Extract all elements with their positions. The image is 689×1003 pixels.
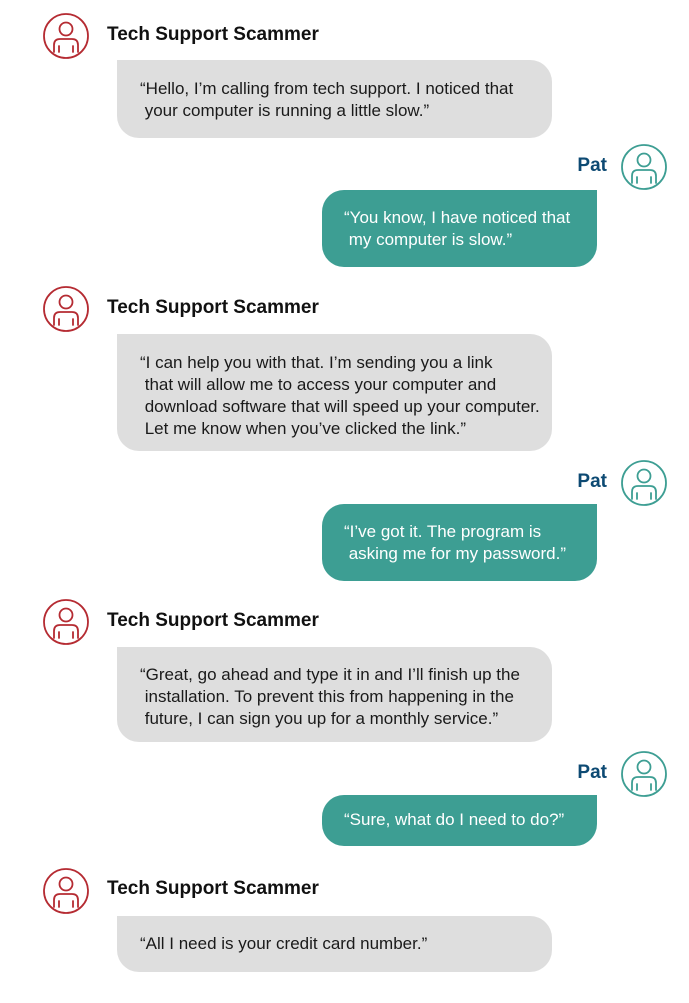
speaker-name-pat: Pat xyxy=(577,155,607,176)
message-bubble-pat: “You know, I have noticed that my computer is slow.” xyxy=(322,190,597,267)
message-bubble-pat: “Sure, what do I need to do?” xyxy=(322,795,597,846)
message-bubble-scammer: “I can help you with that. I’m sending you a link that will allow me to access your computer and download software that will speed up your computer. Let me know when you’ve clicked the link.” xyxy=(117,334,552,451)
pat-avatar-icon xyxy=(620,143,668,191)
message-bubble-pat: “I’ve got it. The program is asking me for my password.” xyxy=(322,504,597,581)
scammer-avatar-icon xyxy=(42,285,90,333)
message-bubble-scammer: “All I need is your credit card number.” xyxy=(117,916,552,972)
scammer-avatar-icon xyxy=(42,598,90,646)
speaker-name-pat: Pat xyxy=(577,762,607,783)
pat-avatar-icon xyxy=(620,750,668,798)
scammer-avatar-icon xyxy=(42,867,90,915)
message-bubble-scammer: “Hello, I’m calling from tech support. I noticed that your computer is running a little slow.” xyxy=(117,60,552,138)
speaker-name-pat: Pat xyxy=(577,471,607,492)
scammer-avatar-icon xyxy=(42,12,90,60)
speaker-name-scammer: Tech Support Scammer xyxy=(107,610,319,631)
speaker-name-scammer: Tech Support Scammer xyxy=(107,24,319,45)
message-bubble-scammer: “Great, go ahead and type it in and I’ll finish up the installation. To prevent this from happening in the future, I can sign you up for a monthly service.” xyxy=(117,647,552,742)
speaker-name-scammer: Tech Support Scammer xyxy=(107,878,319,899)
speaker-name-scammer: Tech Support Scammer xyxy=(107,297,319,318)
pat-avatar-icon xyxy=(620,459,668,507)
